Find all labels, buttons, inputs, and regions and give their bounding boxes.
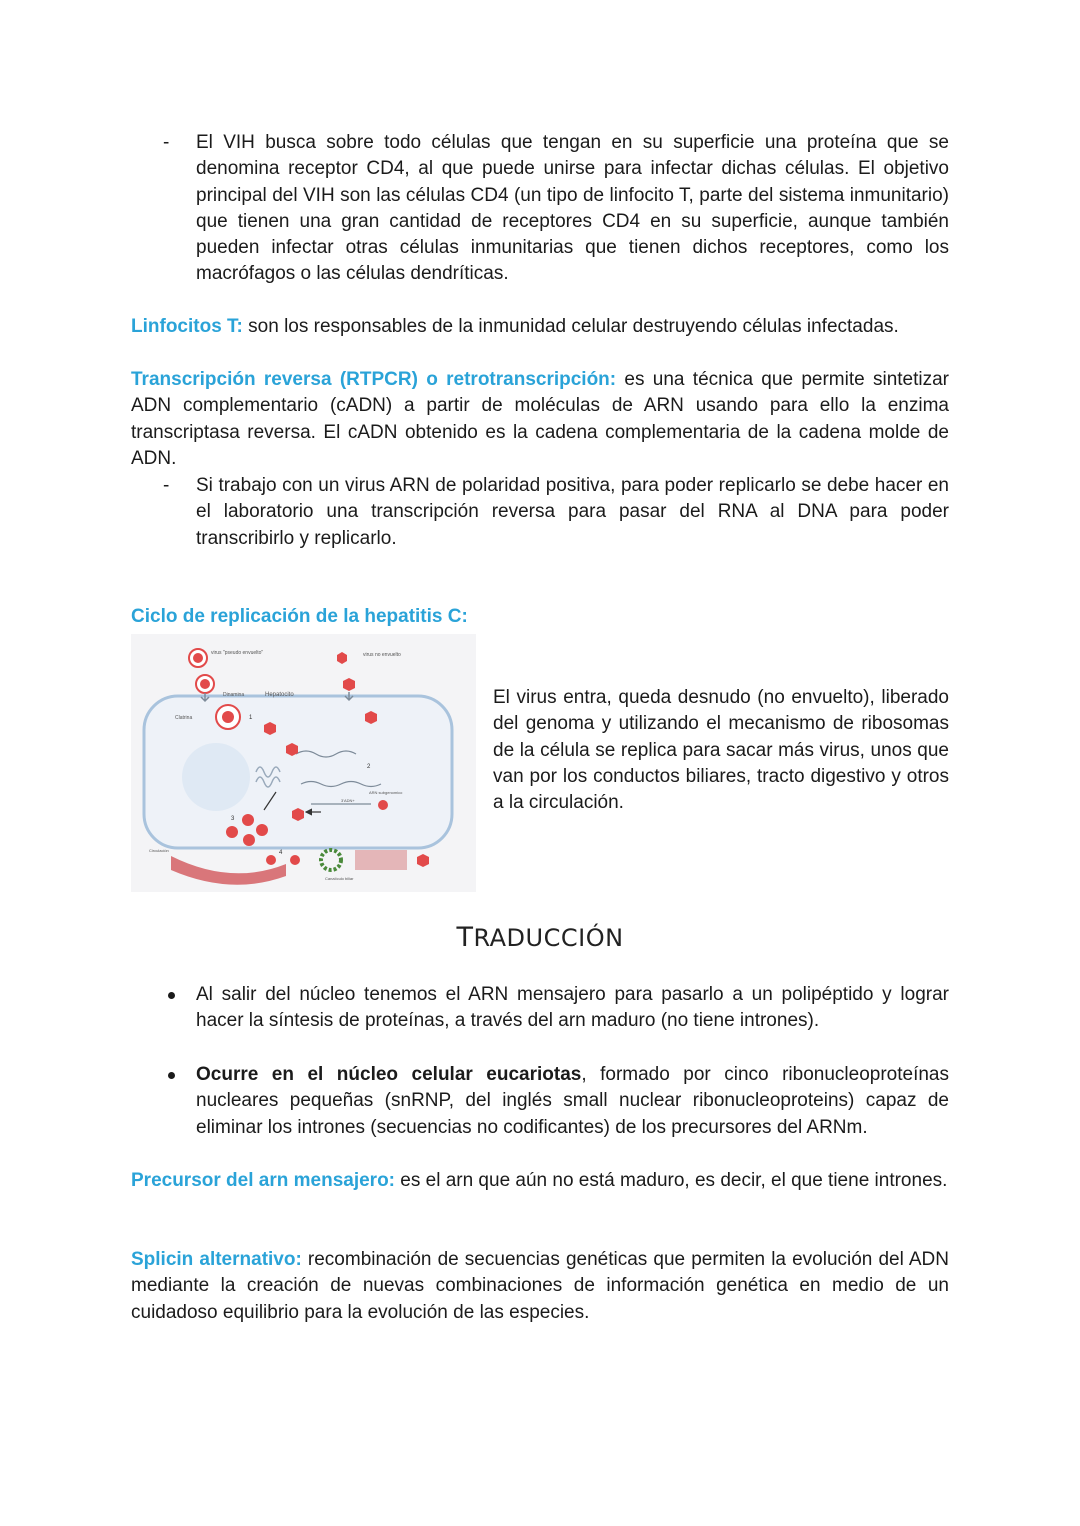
precursor-definition xyxy=(131,1168,949,1194)
precursor-text: es el arn que aún no está maduro, es decir, el que tiene intrones. xyxy=(395,1170,948,1191)
nucleus xyxy=(182,743,250,811)
vih-bullet-text: El VIH busca sobre todo células que tengan en su superficie una proteína que se denomina receptor CD4, al que puede unirse para infectar dichas células. El objetivo principal del VIH son las células CD4 (un tipo de linfocito T, parte del sistema inmunitario) que tienen una gran cantidad de receptores CD4 en su superficie, aunque también pueden infectar otras células inmunitarias que tienen dichos receptores, como los macrófagos o las células dendríticas. xyxy=(196,132,949,285)
traduccion-bullet-1 xyxy=(131,982,949,1035)
svg-text:virus no envuelto: virus no envuelto xyxy=(363,652,401,658)
traduccion-bullet-2 xyxy=(131,1062,949,1141)
splicin-term: Splicin alternativo: xyxy=(131,1249,302,1270)
traduccion-bullet-2-text xyxy=(196,1062,949,1141)
dash-marker: - xyxy=(163,132,170,153)
hepatitis-cycle-figure xyxy=(131,634,476,892)
bullet-2-rest: , formado por cinco ribonucleoproteínas nucleares pequeñas (snRNP, del inglés small nuclear ribonucleoproteins) capaz de eliminar los intrones (secuencias no codificantes) de los precursores del ARNm. xyxy=(196,1064,949,1138)
transcripcion-text: es una técnica que permite sintetizar ADN complementario (cADN) a partir de moléculas de ARN usando para ello la enzima transcriptasa reversa. El cADN obtenido es la cadena complementaria de la cadena molde de ADN. xyxy=(131,369,949,469)
svg-text:1: 1 xyxy=(249,715,253,721)
splicin-text: recombinación de secuencias genéticas que permiten la evolución del ADN mediante la creación de nuevas combinaciones de información genética en medio de un cuidadoso equilibrio para la evolución de las especies. xyxy=(131,1249,949,1323)
linfocitos-text: son los responsables de la inmunidad celular destruyendo células infectadas. xyxy=(242,316,899,337)
dash-marker: - xyxy=(163,475,170,496)
svg-text:2: 2 xyxy=(367,764,371,770)
svg-text:ARN subgenomico: ARN subgenomico xyxy=(369,790,403,795)
vih-bullet xyxy=(131,130,949,288)
svg-text:virus "pseudo envuelto": virus "pseudo envuelto" xyxy=(211,650,264,656)
transcripcion-bullet xyxy=(131,473,949,552)
traduccion-bullet-1-text: Al salir del núcleo tenemos el ARN mensajero para pasarlo a un polipéptido y lograr hacer la síntesis de proteínas, a través del arn maduro (no tiene intrones). xyxy=(196,984,949,1032)
linfocitos-definition xyxy=(131,314,949,340)
hepatitis-caption: El virus entra, queda desnudo (no envuelto), liberado del genoma y utilizando el mecanismo de ribosomas de la célula se replica para sacar más virus, unos que van por los conductos biliares, tracto digestivo y otros a la circulación. xyxy=(493,687,949,814)
linfocitos-term: Linfocitos T: xyxy=(131,316,243,337)
bullet-dot xyxy=(168,1072,175,1079)
svg-text:Canalículo biliar: Canalículo biliar xyxy=(325,876,354,881)
svg-text:4: 4 xyxy=(279,850,283,856)
precursor-term: Precursor del arn mensajero: xyxy=(131,1170,395,1191)
heading-initial: T xyxy=(456,922,474,953)
hepatitis-term: Ciclo de replicación de la hepatitis C: xyxy=(131,606,468,627)
bullet-dot xyxy=(168,992,175,999)
splicin-definition xyxy=(131,1247,949,1326)
bullet-2-bold: Ocurre en el núcleo celular eucariotas xyxy=(196,1064,582,1085)
transcripcion-definition xyxy=(131,367,949,472)
svg-text:Dinamina: Dinamina xyxy=(223,692,245,698)
heading-rest: RADUCCIÓN xyxy=(473,924,624,952)
svg-text:Hepatocito: Hepatocito xyxy=(265,692,294,698)
svg-text:3: 3 xyxy=(231,816,235,822)
svg-text:Clatrina: Clatrina xyxy=(175,715,193,721)
svg-text:3'ADN+: 3'ADN+ xyxy=(341,798,355,803)
svg-text:Circulación: Circulación xyxy=(149,848,169,853)
transcripcion-bullet-text: Si trabajo con un virus ARN de polaridad positiva, para poder replicarlo se debe hacer en el laboratorio una transcripción reversa para pasar del RNA al DNA para poder transcribirlo y replicarlo. xyxy=(196,475,949,549)
hepatitis-heading xyxy=(131,604,949,630)
traduccion-heading xyxy=(0,922,1080,953)
transcripcion-term: Transcripción reversa (RTPCR) o retrotranscripción: xyxy=(131,369,617,390)
